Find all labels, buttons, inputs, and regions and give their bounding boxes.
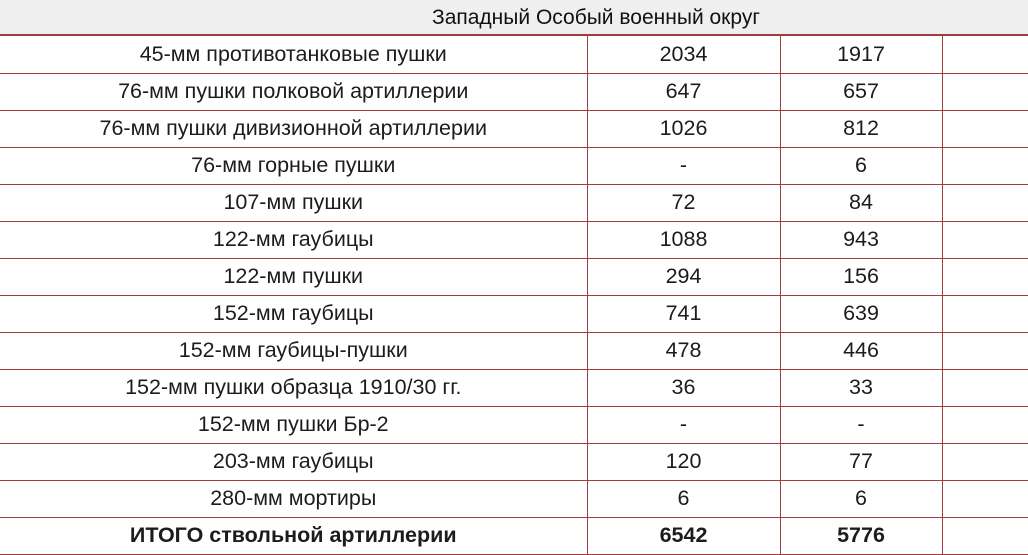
table-row — [0, 295, 1028, 332]
count-cell-1: 36 — [587, 369, 780, 406]
count-cell-2: 657 — [780, 73, 942, 110]
count-cell-2: 1917 — [780, 36, 942, 73]
weapon-name-cell: 152-мм гаубицы-пушки — [0, 332, 587, 369]
weapon-name-cell: 76-мм горные пушки — [0, 147, 587, 184]
weapon-name-cell: 107-мм пушки — [0, 184, 587, 221]
table-row — [0, 406, 1028, 443]
count-cell-1: 294 — [587, 258, 780, 295]
extra-cell — [942, 221, 1028, 258]
count-cell-1: 6 — [587, 480, 780, 517]
count-cell-2: 446 — [780, 332, 942, 369]
count-cell-1: 478 — [587, 332, 780, 369]
extra-cell — [942, 443, 1028, 480]
table-row — [0, 480, 1028, 517]
weapon-name-cell: 122-мм гаубицы — [0, 221, 587, 258]
weapon-name-cell: 203-мм гаубицы — [0, 443, 587, 480]
count-cell-2: 33 — [780, 369, 942, 406]
extra-cell — [942, 406, 1028, 443]
table-body — [0, 36, 1028, 554]
count-cell-2: 812 — [780, 110, 942, 147]
table-row — [0, 258, 1028, 295]
table-row — [0, 443, 1028, 480]
extra-cell — [942, 184, 1028, 221]
extra-cell — [942, 480, 1028, 517]
count-cell-2: 84 — [780, 184, 942, 221]
weapon-name-cell: 76-мм пушки дивизионной артиллерии — [0, 110, 587, 147]
extra-cell — [942, 147, 1028, 184]
count-cell-1: 1088 — [587, 221, 780, 258]
weapon-name-cell: 152-мм пушки образца 1910/30 гг. — [0, 369, 587, 406]
count-cell-2: 6 — [780, 480, 942, 517]
weapon-name-cell: 280-мм мортиры — [0, 480, 587, 517]
table-row — [0, 36, 1028, 73]
extra-cell — [942, 332, 1028, 369]
table-row — [0, 221, 1028, 258]
count-cell-1: 72 — [587, 184, 780, 221]
table-row — [0, 332, 1028, 369]
count-cell-2: 943 — [780, 221, 942, 258]
count-cell-1: 2034 — [587, 36, 780, 73]
count-cell-2: - — [780, 406, 942, 443]
count-cell-1: 1026 — [587, 110, 780, 147]
extra-cell — [942, 73, 1028, 110]
weapon-name-cell: 152-мм гаубицы — [0, 295, 587, 332]
table-row — [0, 369, 1028, 406]
weapon-name-cell: 122-мм пушки — [0, 258, 587, 295]
count-cell-1: 6542 — [587, 517, 780, 554]
count-cell-2: 6 — [780, 147, 942, 184]
extra-cell — [942, 110, 1028, 147]
count-cell-1: 120 — [587, 443, 780, 480]
artillery-table — [0, 36, 1028, 555]
weapon-name-cell: 152-мм пушки Бр-2 — [0, 406, 587, 443]
extra-cell — [942, 295, 1028, 332]
weapon-name-cell: 76-мм пушки полковой артиллерии — [0, 73, 587, 110]
count-cell-2: 77 — [780, 443, 942, 480]
count-cell-1: - — [587, 406, 780, 443]
extra-cell — [942, 517, 1028, 554]
count-cell-1: 741 — [587, 295, 780, 332]
weapon-name-cell: 45-мм противотанковые пушки — [0, 36, 587, 73]
artillery-table-container — [0, 36, 1028, 555]
table-section-header — [0, 0, 1028, 36]
count-cell-1: - — [587, 147, 780, 184]
extra-cell — [942, 36, 1028, 73]
count-cell-1: 647 — [587, 73, 780, 110]
section-title: Западный Особый военный округ — [432, 6, 760, 29]
table-total-row — [0, 517, 1028, 554]
count-cell-2: 156 — [780, 258, 942, 295]
table-row — [0, 73, 1028, 110]
count-cell-2: 5776 — [780, 517, 942, 554]
table-row — [0, 147, 1028, 184]
weapon-name-cell: ИТОГО ствольной артиллерии — [0, 517, 587, 554]
extra-cell — [942, 258, 1028, 295]
extra-cell — [942, 369, 1028, 406]
table-row — [0, 110, 1028, 147]
count-cell-2: 639 — [780, 295, 942, 332]
table-row — [0, 184, 1028, 221]
